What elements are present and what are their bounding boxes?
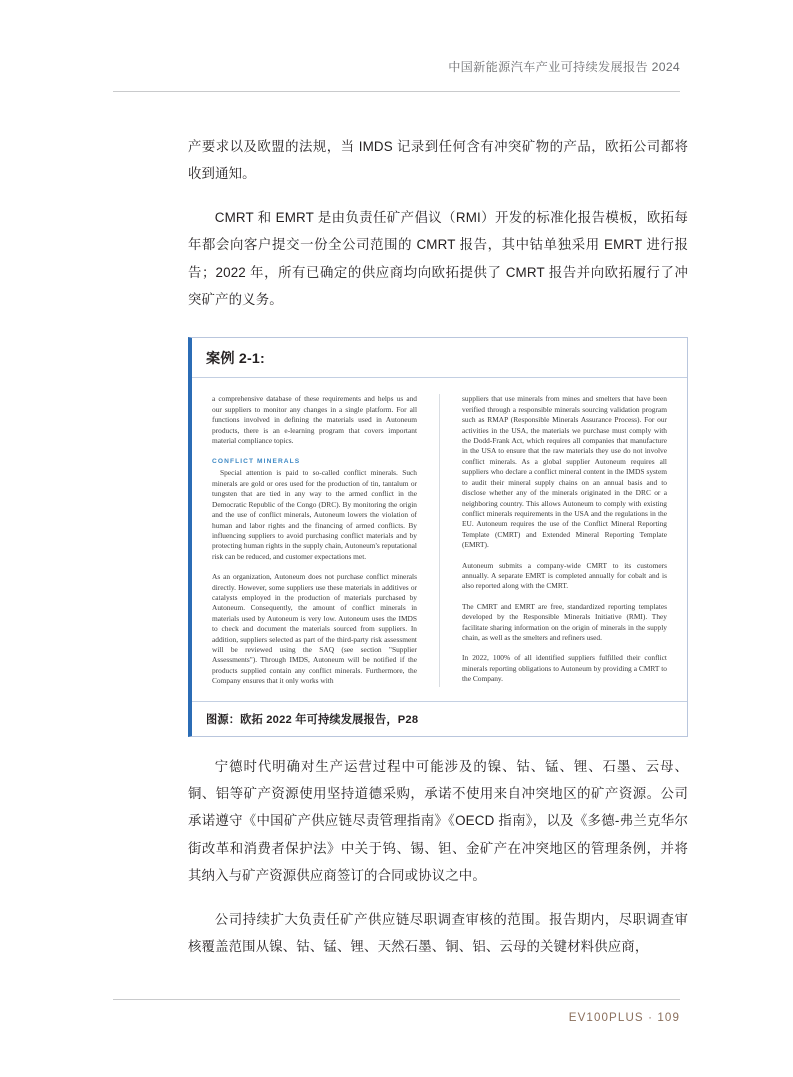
figure-right-paragraph-1: suppliers that use minerals from mines and smelters that have been verified through a responsible minerals sourcing validation program such as RMAP (Responsible Minerals Assurance Process). For our activities in the USA, the materials we purchase must comply with the Dodd-Frank Act, which requires all companies that manufacture in the USA to ensure that the raw materials they use do not involve conflict minerals. As a global supplier Autoneum requires all suppliers who declare a conflict mineral content in the IMDS system to audit their mineral supply chains on an annual basis and to disclose whether any of the minerals originated in the DRC or a neighboring country. This allows Autoneum to comply with existing conflict minerals requirements in the USA and the regulations in the EU. Autoneum requires the use of the Conflict Mineral Reporting Template (CMRT) and Extended Mineral Reporting Template (EMRT).: [462, 394, 667, 550]
case-figure-image: [192, 378, 687, 701]
body-paragraph-4: 公司持续扩大负责任矿产供应链尽职调查审核的范围。报告期内，尽职调查审核覆盖范围从镍、钴、锰、锂、天然石墨、铜、铝、云母的关键材料供应商，: [188, 911, 688, 955]
page-footer: [113, 999, 680, 1031]
header-divider: [113, 91, 680, 92]
footer-divider: [113, 999, 680, 1000]
body-paragraph-2: CMRT 和 EMRT 是由负责任矿产倡议（RMI）开发的标准化报告模板，欧拓每年都会向客户提交一份全公司范围的 CMRT 报告，其中钴单独采用 EMRT 进行报告；2022 年，所有已确定的供应商均向欧拓提供了 CMRT 报告并向欧拓履行了冲突矿产的义务。: [188, 209, 688, 308]
figure-section-heading: CONFLICT MINERALS: [212, 458, 301, 466]
body-paragraph-3: 宁德时代明确对生产运营过程中可能涉及的镍、钴、锰、锂、石墨、云母、铜、铝等矿产资源使用坚持道德采购，承诺不使用来自冲突地区的矿产资源。公司承诺遵守《中国矿产供应链尽责管理指南》《OECD 指南》，以及《多德-弗兰克华尔街改革和消费者保护法》中关于钨、锡、钽、金矿产在冲突地区的管理条例，并将其纳入与矿产资源供应商签订的合同或协议之中。: [188, 758, 688, 884]
figure-right-column: [439, 394, 667, 686]
main-content: [188, 133, 688, 960]
figure-columns: [212, 394, 667, 686]
figure-left-paragraph-2: As an organization, Autoneum does not purchase conflict minerals directly. However, some suppliers use these materials in additives or catalysts employed in the production of materials purchased by Autoneum. Consequently, the amount of conflict minerals in materials used by Autoneum is very low. Autoneum uses the IMDS to check and document the materials sourced from suppliers. In addition, suppliers selected as part of the third-party risk assessment will be reviewed using the SAQ (see section "Supplier Assessments"). Through IMDS, Autoneum will be notified if the products supplied contain any conflict minerals. Furthermore, the Company ensures that it only works with: [212, 572, 417, 686]
header-title: 中国新能源汽车产业可持续发展报告 2024: [448, 60, 680, 74]
case-study-box: [188, 337, 688, 736]
case-title: 案例 2-1:: [206, 350, 265, 367]
body-paragraph-1: 产要求以及欧盟的法规，当 IMDS 记录到任何含有冲突矿物的产品，欧拓公司都将收到通知。: [188, 139, 688, 182]
case-caption: 图源：欧拓 2022 年可持续发展报告，P28: [206, 713, 419, 726]
figure-right-paragraph-2: Autoneum submits a company-wide CMRT to its customers annually. A separate EMRT is completed annually for cobalt and is also reported along with the CMRT.: [462, 560, 667, 591]
figure-right-paragraph-3: The CMRT and EMRT are free, standardized reporting templates developed by the Responsible Minerals Initiative (RMI). They facilitate sharing information on the origin of minerals in the supply chain, as well as the smelters and refiners used.: [462, 601, 667, 642]
case-title-row: [192, 338, 687, 378]
page-header: [113, 58, 680, 92]
figure-left-intro: a comprehensive database of these requirements and helps us and our suppliers to monitor any changes in a single platform. For all functions involved in defining the materials used in Autoneum products, there is an e-learning program that covers important material compliance topics.: [212, 394, 417, 446]
figure-right-paragraph-4: In 2022, 100% of all identified suppliers fulfilled their conflict minerals reporting obligations to Autoneum by providing a CMRT to the Company.: [462, 653, 667, 684]
footer-page-number: EV100PLUS · 109: [568, 1011, 680, 1024]
figure-left-paragraph-1: Special attention is paid to so-called conflict minerals. Such minerals are gold or ores used for the production of tin, tantalum or tungsten that are tied in any way to the armed conflict in the Democratic Republic of the Congo (DRC). By monitoring the origin and the use of conflict minerals, Autoneum lowers the violation of human and labor rights and the financing of armed conflicts. By influencing suppliers to avoid purchasing conflict materials and by protecting human rights in the supply chain, Autoneum's reputational risk can be reduced, and customer expectations met.: [212, 468, 417, 561]
figure-left-column: [212, 394, 417, 686]
